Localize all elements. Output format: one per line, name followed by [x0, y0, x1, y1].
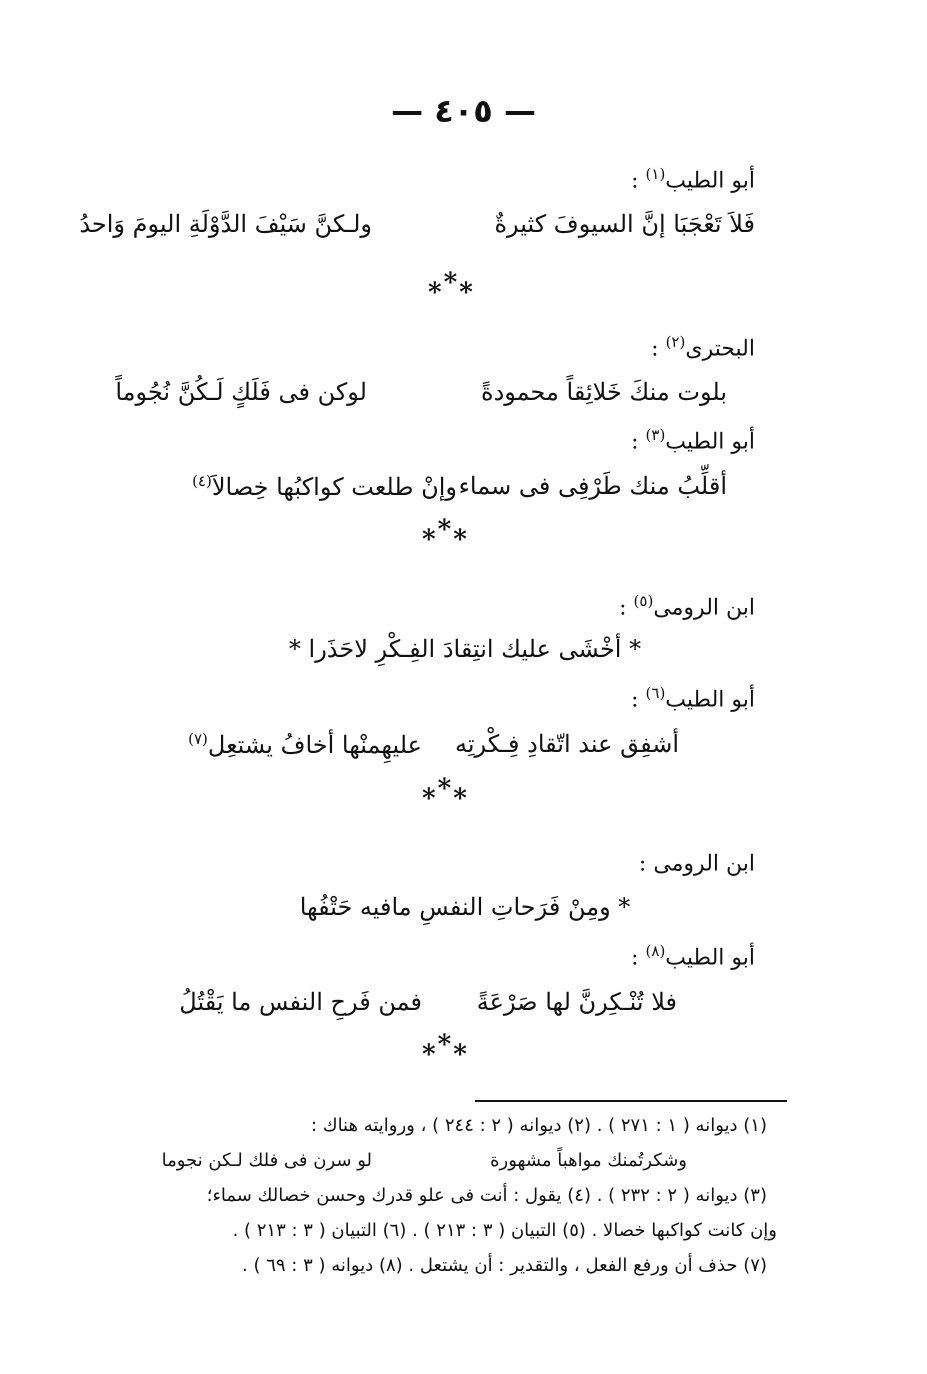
heading-colon: : [651, 336, 659, 362]
poet-name: البحترى [685, 336, 755, 362]
footnote-rule [475, 1100, 787, 1102]
footnote-marker: (١) [645, 165, 666, 183]
poet-name: ابن الرومى [653, 595, 755, 621]
footnote-line: (٣) ديوانه ( ٢ : ٢٣٢ ) . (٤) يقول : أنت فى علو قدرك وحسن خصالك سماء؛ [206, 1185, 767, 1206]
footnote-line: وإن كانت كواكبها خصالا . (٥) التبيان ( ٣ : ٢١٣ ) . (٦) التبيان ( ٣ : ٢١٣ ) . [232, 1220, 777, 1241]
hemistich-text: عليهِمنْها أخافُ يشتعِل [207, 731, 422, 759]
poet-heading [619, 592, 755, 620]
separator-stars: *** [422, 774, 469, 814]
poet-heading [639, 848, 755, 876]
heading-colon: : [631, 168, 639, 194]
separator-stars: *** [422, 515, 469, 555]
hemistich-left [192, 472, 457, 501]
footnote-line: (١) ديوانه ( ١ : ٢٧١ ) . (٢) ديوانه ( ٢ : ٢٤٤ ) ، وروايته هناك : [310, 1115, 767, 1136]
poet-heading [631, 684, 755, 712]
footnote-line: (٧) حذف أن ورفع الفعل ، والتقدير : أن يشتعل . (٨) ديوانه ( ٣ : ٦٩ ) . [242, 1255, 767, 1276]
footnote-marker: (٦) [645, 684, 666, 702]
poet-name: أبو الطيب [665, 687, 755, 713]
hemistich-right: أشفِق عند اتّقادِ فِـكْرتِه [454, 730, 679, 758]
poet-name: أبو الطيب [665, 168, 755, 194]
poet-heading [631, 942, 755, 970]
separator-stars: *** [428, 268, 475, 308]
footnote-verse-left: لو سرن فى فلك لـكن نجوما [161, 1150, 372, 1171]
hemistich-right: فَلاَ تَعْجَبَا إنَّ السيوفَ كثيرةٌ [494, 210, 755, 238]
heading-colon: : [619, 595, 627, 621]
hemistich-text: وإنْ طلعت كواكبُها خِصالاَ [211, 473, 457, 501]
page-number: — ٤٠٥ — [391, 92, 536, 130]
hemistich-left [188, 730, 422, 759]
single-hemistich: * أخْشَى عليك انتِقادَ الفِـكْرِ لاحَذَرا * [288, 635, 642, 663]
hemistich-left: ولـكنَّ سَيْفَ الدَّوْلَةِ اليومَ وَاحدُ [79, 210, 372, 238]
footnote-marker: (٢) [665, 333, 686, 351]
heading-colon: : [631, 429, 639, 455]
footnote-marker: (٤) [192, 472, 212, 490]
poet-heading [631, 426, 755, 454]
hemistich-left: لوكن فى فَلَكٍ لَـكُنَّ نُجُوماً [115, 378, 367, 406]
poet-heading [651, 333, 755, 361]
footnote-marker: (٥) [633, 592, 654, 610]
heading-colon: : [631, 687, 639, 713]
poet-name: ابن الرومى [653, 851, 755, 877]
poet-heading [631, 165, 755, 193]
hemistich-left: فمن فَرحِ النفس ما يَقْتُلُ [179, 988, 422, 1016]
hemistich-right: بلوت منكَ خَلائِقاً محمودةً [481, 378, 727, 406]
hemistich-right: فلا تُنْـكِرنَّ لها صَرْعَةً [476, 988, 677, 1016]
heading-colon: : [638, 851, 647, 877]
separator-stars: *** [422, 1030, 469, 1070]
heading-colon: : [631, 945, 639, 971]
hemistich-right: أقلِّبُ منك طَرْفِى فى سماء [458, 472, 727, 500]
single-hemistich: * ومِنْ فَرَحاتِ النفسِ مافيه حَتْفُها [299, 893, 631, 921]
footnote-marker: (٨) [645, 942, 666, 960]
footnote-marker: (٧) [188, 730, 208, 748]
footnote-verse-right: وشكرتُمنك مواهباً مشهورة [490, 1150, 687, 1171]
footnote-marker: (٣) [645, 426, 666, 444]
poet-name: أبو الطيب [665, 429, 755, 455]
poet-name: أبو الطيب [665, 945, 755, 971]
